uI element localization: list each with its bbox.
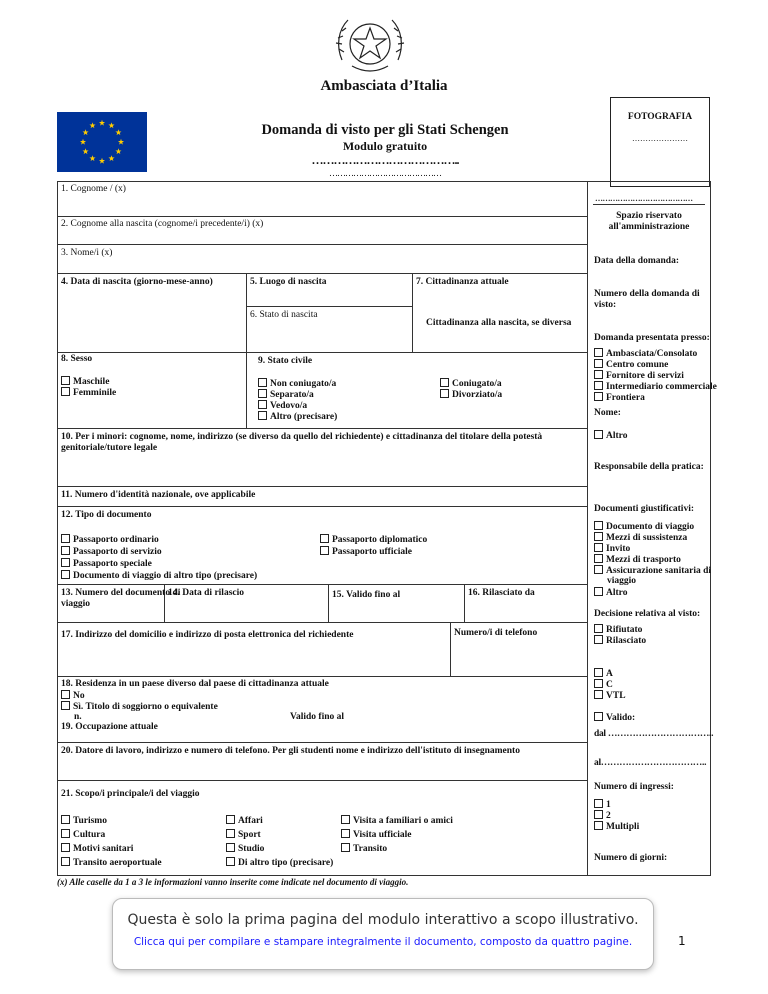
doc-altro-tipo[interactable]: Documento di viaggio di altro tipo (precisare) (61, 570, 257, 582)
admin-reserved-2: all'amministrazione (608, 222, 690, 232)
field-13b-label: viaggio (61, 599, 91, 609)
dots-line-2: …………………………………… (329, 168, 441, 178)
admin-divider (587, 181, 588, 876)
tipo-vtl[interactable]: VTL (594, 690, 626, 702)
doc-passaporto-diplomatico[interactable]: Passaporto diplomatico (320, 534, 427, 546)
eu-flag-icon (57, 112, 147, 172)
stato-vedovo[interactable]: Vedovo/a (258, 400, 307, 412)
admin-presentata: Domanda presentata presso: (594, 333, 710, 343)
ingressi-multipli[interactable]: Multipli (594, 821, 639, 833)
documenti-assicurazione[interactable]: Assicurazione sanitaria di (594, 565, 711, 577)
presentata-centro[interactable]: Centro comune (594, 359, 668, 371)
field-6-label: 6. Stato di nascita (250, 310, 318, 320)
residenza-valido: Valido fino al (290, 712, 345, 722)
photo-box (610, 97, 710, 187)
admin-nome: Nome: (594, 408, 621, 418)
scopo-visita-familiari[interactable]: Visita a familiari o amici (341, 815, 453, 827)
doc-passaporto-ordinario[interactable]: Passaporto ordinario (61, 534, 159, 546)
photo-label: FOTOGRAFIA (627, 112, 693, 122)
field-13-label: 13. Numero del documento di (61, 588, 181, 598)
form-title: Domanda di visto per gli Stati Schengen (261, 122, 509, 138)
field-17-label: 17. Indirizzo del domicilio e indirizzo di posta elettronica del richiedente (61, 630, 354, 640)
admin-responsabile: Responsabile della pratica: (594, 462, 704, 472)
field-11-label: 11. Numero d'identità nazionale, ove applicabile (61, 490, 256, 500)
scopo-turismo[interactable]: Turismo (61, 815, 107, 827)
field-2-label: 2. Cognome alla nascita (cognome/i precedente/i) (x) (61, 219, 264, 229)
documenti-trasporto[interactable]: Mezzi di trasporto (594, 554, 681, 566)
admin-giorni: Numero di giorni: (594, 853, 668, 863)
presentata-ambasciata[interactable]: Ambasciata/Consolato (594, 348, 697, 360)
photo-dots: ………………… (632, 134, 688, 143)
field-12-label: 12. Tipo di documento (61, 510, 152, 520)
admin-documenti: Documenti giustificativi: (594, 504, 695, 514)
field-5-label: 5. Luogo di nascita (250, 277, 327, 287)
admin-ingressi: Numero di ingressi: (594, 782, 674, 792)
field-21-label: 21. Scopo/i principale/i del viaggio (61, 789, 200, 799)
residenza-no[interactable]: No (61, 690, 85, 702)
admin-data-domanda: Data della domanda: (594, 256, 679, 266)
italian-emblem-icon (330, 8, 410, 80)
field-10b-label: genitoriale/tutore legale (61, 443, 158, 453)
ingressi-2[interactable]: 2 (594, 810, 611, 822)
presentata-frontiera[interactable]: Frontiera (594, 392, 645, 404)
scopo-transito[interactable]: Transito (341, 843, 387, 855)
banner-link[interactable]: Clicca qui per compilare e stampare integralmente il documento, composto da quattro pagine. (133, 936, 633, 948)
field-19-label: 19. Occupazione attuale (61, 722, 158, 732)
footnote: (x) Alle caselle da 1 a 3 le informazioni vanno inserite come indicate nel documento di viaggio. (57, 877, 409, 887)
field-14-label: 14. Data di rilascio (168, 588, 244, 598)
stato-altro[interactable]: Altro (precisare) (258, 411, 337, 423)
field-18-label: 18. Residenza in un paese diverso dal paese di cittadinanza attuale (61, 679, 329, 689)
residenza-numero: n. (74, 712, 82, 722)
field-9-label: 9. Stato civile (258, 356, 313, 366)
scopo-cultura[interactable]: Cultura (61, 829, 105, 841)
documenti-sussistenza[interactable]: Mezzi di sussistenza (594, 532, 687, 544)
admin-numero-domanda: Numero della domanda di (594, 289, 700, 299)
doc-passaporto-ufficiale[interactable]: Passaporto ufficiale (320, 546, 412, 558)
dots-line-1: ………………………………….. (311, 153, 459, 167)
sesso-femminile[interactable]: Femminile (61, 387, 116, 399)
tipo-a[interactable]: A (594, 668, 613, 680)
field-4-label: 4. Data di nascita (giorno-mese-anno) (61, 277, 213, 287)
scopo-motivi-sanitari[interactable]: Motivi sanitari (61, 843, 133, 855)
scopo-visita-ufficiale[interactable]: Visita ufficiale (341, 829, 411, 841)
stato-separato[interactable]: Separato/a (258, 389, 314, 401)
valido-checkbox[interactable]: Valido: (594, 712, 635, 724)
valido-dal: dal …………………………….. (594, 729, 714, 739)
embassy-title: Ambasciata d’Italia (320, 78, 448, 94)
scopo-altro-tipo[interactable]: Di altro tipo (precisare) (226, 857, 333, 869)
stato-non-coniugato[interactable]: Non coniugato/a (258, 378, 336, 390)
residenza-si[interactable]: Sì. Titolo di soggiorno o equivalente (61, 701, 218, 713)
stato-divorziato[interactable]: Divorziato/a (440, 389, 502, 401)
field-3-label: 3. Nome/i (x) (61, 248, 113, 258)
presentata-intermediario[interactable]: Intermediario commerciale (594, 381, 717, 393)
admin-dots: ………………………………… (595, 194, 693, 203)
scopo-affari[interactable]: Affari (226, 815, 263, 827)
decisione-rifiutato[interactable]: Rifiutato (594, 624, 642, 636)
decisione-rilasciato[interactable]: Rilasciato (594, 635, 646, 647)
stato-coniugato[interactable]: Coniugato/a (440, 378, 502, 390)
admin-decisione: Decisione relativa al visto: (594, 609, 701, 619)
banner-line-1: Questa è solo la prima pagina del modulo interattivo a scopo illustrativo. (127, 912, 639, 928)
sesso-maschile[interactable]: Maschile (61, 376, 109, 388)
documenti-invito[interactable]: Invito (594, 543, 630, 555)
tipo-c[interactable]: C (594, 679, 613, 691)
presentata-fornitore[interactable]: Fornitore di servizi (594, 370, 684, 382)
scopo-studio[interactable]: Studio (226, 843, 264, 855)
field-20-label: 20. Datore di lavoro, indirizzo e numero di telefono. Per gli studenti nome e indirizzo dell'istituto di insegnamento (61, 746, 520, 756)
admin-numero-domanda-2: visto: (594, 300, 617, 310)
presentata-altro[interactable]: Altro (594, 430, 627, 442)
field-7b-label: Cittadinanza alla nascita, se diversa (426, 318, 572, 328)
interactive-banner[interactable] (112, 898, 654, 970)
field-7-label: 7. Cittadinanza attuale (416, 277, 509, 287)
doc-passaporto-speciale[interactable]: Passaporto speciale (61, 558, 152, 570)
scopo-sport[interactable]: Sport (226, 829, 261, 841)
valido-al: al…………………………….. (594, 758, 707, 768)
scopo-transito-aeroportuale[interactable]: Transito aeroportuale (61, 857, 162, 869)
field-10-label: 10. Per i minori: cognome, nome, indirizzo (se diverso da quello del richiedente) e cittadinanza del titolare della potestà (61, 432, 543, 442)
admin-reserved: Spazio riservato (616, 211, 682, 221)
documenti-assicurazione-cont: viaggio (607, 576, 637, 586)
field-8-label: 8. Sesso (61, 354, 93, 364)
page-number: 1 (678, 934, 686, 948)
form-subtitle: Modulo gratuito (342, 139, 428, 153)
field-16-label: 16. Rilasciato da (468, 588, 535, 598)
field-15-label: 15. Valido fino al (332, 590, 401, 600)
ingressi-1[interactable]: 1 (594, 799, 611, 811)
documenti-viaggio[interactable]: Documento di viaggio (594, 521, 694, 533)
field-1-label: 1. Cognome / (x) (61, 184, 126, 194)
doc-passaporto-servizio[interactable]: Passaporto di servizio (61, 546, 162, 558)
documenti-altro[interactable]: Altro (594, 587, 627, 599)
field-17b-label: Numero/i di telefono (454, 628, 538, 638)
